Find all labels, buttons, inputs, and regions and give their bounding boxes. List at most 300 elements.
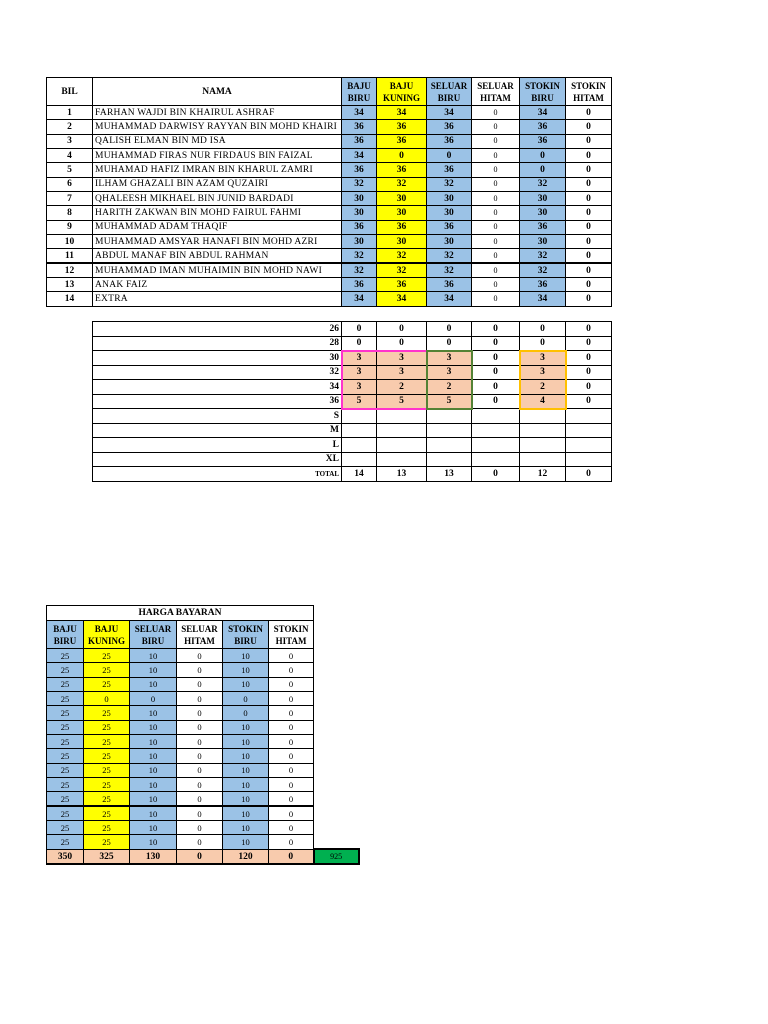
seluar-hitam-count-cell [472, 452, 520, 467]
seluar-hitam-size-cell: 0 [472, 278, 520, 292]
baju-biru-count-cell: 5 [342, 394, 377, 409]
baju-biru-price-cell: 25 [47, 763, 84, 777]
size-row [93, 438, 612, 453]
baju-biru-size-cell: 32 [342, 249, 377, 263]
seluar-biru-count-cell: 5 [427, 394, 472, 409]
blank-cell [314, 792, 359, 806]
stokin-biru-price-cell: 10 [223, 735, 269, 749]
seluar-biru-count-cell [427, 423, 472, 438]
baju-kuning-price-cell: 25 [84, 821, 130, 835]
baju-kuning-price-cell: 25 [84, 749, 130, 763]
size-label: 34 [93, 380, 342, 395]
stokin-hitam-price-cell: 0 [269, 821, 314, 835]
stokin-hitam-price-cell: 0 [269, 692, 314, 706]
seluar-hitam-price-cell: 0 [177, 706, 223, 720]
seluar-biru-price-cell: 10 [130, 778, 177, 792]
student-name-cell: MUHAMMAD DARWISY RAYYAN BIN MOHD KHAIRI [93, 120, 342, 134]
stokin-biru-header [520, 78, 566, 106]
stokin-hitam-price-cell: 0 [269, 778, 314, 792]
seluar-biru-count-cell [427, 409, 472, 424]
size-row [93, 351, 612, 366]
total-label: TOTAL [93, 467, 342, 482]
seluar-hitam-price-cell: 0 [177, 821, 223, 835]
stokin-hitam-header-line2: HITAM [275, 635, 307, 646]
stokin-hitam-size-cell: 0 [566, 278, 612, 292]
seluar-hitam-size-cell: 0 [472, 206, 520, 220]
stokin-biru-count-cell: 0 [520, 336, 566, 351]
seluar-biru-size-cell: 32 [427, 263, 472, 277]
stokin-hitam-size-cell: 0 [566, 134, 612, 148]
payment-row [47, 706, 359, 720]
grand-total-cell: 925 [314, 849, 359, 864]
seluar-biru-header-line1: SELUAR [134, 623, 172, 634]
stokin-hitam-count-cell [566, 423, 612, 438]
bil-cell: 14 [47, 292, 93, 306]
baju-kuning-count-cell: 0 [377, 322, 427, 337]
seluar-hitam-header [177, 621, 223, 649]
student-name-cell: ABDUL MANAF BIN ABDUL RAHMAN [93, 249, 342, 263]
seluar-biru-header [130, 621, 177, 649]
stokin-hitam-size-cell: 0 [566, 192, 612, 206]
student-name-cell: MUHAMAD HAFIZ IMRAN BIN KHARUL ZAMRI [93, 163, 342, 177]
baju-biru-price-cell: 25 [47, 778, 84, 792]
stokin-biru-count-cell: 4 [520, 394, 566, 409]
seluar-hitam-count-cell [472, 438, 520, 453]
seluar-biru-size-cell: 32 [427, 177, 472, 191]
stokin-hitam-header-line1: STOKIN [273, 623, 309, 634]
stokin-hitam-count-cell: 0 [566, 365, 612, 380]
bil-cell: 11 [47, 249, 93, 263]
baju-kuning-size-cell: 32 [377, 249, 427, 263]
stokin-hitam-price-cell: 0 [269, 792, 314, 806]
seluar-hitam-price-cell: 0 [177, 720, 223, 734]
payment-row [47, 692, 359, 706]
stokin-hitam-count-cell: 0 [566, 351, 612, 366]
stokin-biru-size-cell: 36 [520, 278, 566, 292]
baju-kuning-price-cell: 25 [84, 706, 130, 720]
stokin-biru-size-cell: 36 [520, 120, 566, 134]
stokin-hitam-size-cell: 0 [566, 249, 612, 263]
baju-kuning-size-cell: 36 [377, 220, 427, 234]
size-row [93, 336, 612, 351]
stokin-biru-count-cell: 3 [520, 365, 566, 380]
baju-kuning-price-cell: 0 [84, 692, 130, 706]
blank-cell [314, 749, 359, 763]
baju-kuning-size-cell: 36 [377, 134, 427, 148]
size-label: 36 [93, 394, 342, 409]
baju-kuning-header-line1: BAJU [94, 623, 119, 634]
baju-kuning-size-cell: 30 [377, 206, 427, 220]
blank-cell [314, 835, 359, 849]
baju-biru-count-cell [342, 409, 377, 424]
order-row [47, 106, 612, 120]
size-label: 32 [93, 365, 342, 380]
baju-kuning-header [84, 621, 130, 649]
baju-biru-price-cell: 25 [47, 663, 84, 677]
seluar-biru-size-cell: 36 [427, 134, 472, 148]
stokin-biru-size-cell: 34 [520, 292, 566, 306]
stokin-biru-header-line2: BIRU [234, 635, 257, 646]
seluar-hitam-size-cell: 0 [472, 120, 520, 134]
stokin-biru-size-cell: 30 [520, 192, 566, 206]
stokin-hitam-header-line2: HITAM [573, 92, 604, 103]
nama-header: NAMA [93, 78, 342, 106]
seluar-hitam-price-cell: 0 [177, 792, 223, 806]
blank-cell [314, 821, 359, 835]
stokin-biru-price-cell: 10 [223, 806, 269, 820]
seluar-biru-size-cell: 32 [427, 249, 472, 263]
seluar-hitam-header [472, 78, 520, 106]
seluar-biru-count-cell: 0 [427, 322, 472, 337]
size-row [93, 322, 612, 337]
seluar-hitam-price-cell: 0 [177, 735, 223, 749]
stokin-biru-header-line1: STOKIN [525, 80, 560, 91]
stokin-biru-size-cell: 32 [520, 263, 566, 277]
baju-kuning-count-cell [377, 438, 427, 453]
baju-kuning-count-cell: 5 [377, 394, 427, 409]
seluar-biru-count-cell [427, 452, 472, 467]
bil-cell: 13 [47, 278, 93, 292]
stokin-biru-price-cell: 10 [223, 763, 269, 777]
stokin-biru-price-cell: 10 [223, 749, 269, 763]
size-row [93, 380, 612, 395]
stokin-hitam-price-cell: 0 [269, 749, 314, 763]
stokin-hitam-count-cell [566, 438, 612, 453]
baju-biru-price-cell: 25 [47, 692, 84, 706]
baju-biru-header [47, 621, 84, 649]
seluar-biru-price-cell: 10 [130, 663, 177, 677]
student-name-cell: QALISH ELMAN BIN MD ISA [93, 134, 342, 148]
seluar-hitam-count-cell: 0 [472, 365, 520, 380]
size-summary-table [92, 321, 612, 482]
seluar-biru-count-cell: 3 [427, 351, 472, 366]
stokin-hitam-size-cell: 0 [566, 120, 612, 134]
payment-header-row [47, 621, 359, 649]
stokin-biru-count-cell [520, 423, 566, 438]
seluar-hitam-count-cell: 0 [472, 322, 520, 337]
baju-kuning-price-cell: 25 [84, 663, 130, 677]
blank-cell [314, 621, 359, 649]
seluar-biru-header [427, 78, 472, 106]
blank-cell [314, 706, 359, 720]
stokin-biru-size-cell: 32 [520, 177, 566, 191]
seluar-hitam-price-cell: 0 [177, 649, 223, 663]
seluar-hitam-size-cell: 0 [472, 249, 520, 263]
baju-kuning-size-cell: 34 [377, 292, 427, 306]
seluar-biru-price-cell: 0 [130, 692, 177, 706]
baju-kuning-price-cell: 25 [84, 649, 130, 663]
stokin-biru-size-cell: 36 [520, 134, 566, 148]
baju-kuning-header [377, 78, 427, 106]
order-table [46, 77, 612, 307]
baju-biru-count-cell: 14 [342, 467, 377, 482]
student-name-cell: FARHAN WAJDI BIN KHAIRUL ASHRAF [93, 106, 342, 120]
baju-biru-size-cell: 30 [342, 206, 377, 220]
student-name-cell: QHALEESH MIKHAEL BIN JUNID BARDADI [93, 192, 342, 206]
bil-cell: 3 [47, 134, 93, 148]
stokin-biru-price-cell: 10 [223, 677, 269, 691]
payment-row [47, 663, 359, 677]
seluar-hitam-count-cell [472, 409, 520, 424]
stokin-hitam-count-cell [566, 409, 612, 424]
blank-cell [314, 806, 359, 820]
payment-table [46, 605, 360, 865]
seluar-biru-size-cell: 30 [427, 235, 472, 249]
baju-kuning-header-line1: BAJU [389, 80, 414, 91]
seluar-biru-total-cell: 130 [130, 849, 177, 864]
stokin-hitam-price-cell: 0 [269, 677, 314, 691]
seluar-biru-size-cell: 36 [427, 163, 472, 177]
baju-biru-size-cell: 30 [342, 235, 377, 249]
stokin-biru-price-cell: 10 [223, 663, 269, 677]
stokin-hitam-size-cell: 0 [566, 292, 612, 306]
seluar-biru-size-cell: 0 [427, 149, 472, 163]
blank-cell [314, 649, 359, 663]
payment-row [47, 649, 359, 663]
baju-kuning-price-cell: 25 [84, 763, 130, 777]
order-row [47, 177, 612, 191]
baju-biru-count-cell: 0 [342, 322, 377, 337]
payment-row [47, 749, 359, 763]
stokin-biru-header-line1: STOKIN [228, 623, 263, 634]
baju-biru-count-cell [342, 452, 377, 467]
seluar-hitam-size-cell: 0 [472, 292, 520, 306]
seluar-hitam-size-cell: 0 [472, 177, 520, 191]
bil-cell: 7 [47, 192, 93, 206]
seluar-hitam-header-line1: SELUAR [477, 80, 514, 91]
stokin-biru-count-cell [520, 438, 566, 453]
blank-cell [314, 663, 359, 677]
baju-biru-header-line2: BIRU [53, 635, 77, 646]
seluar-hitam-size-cell: 0 [472, 192, 520, 206]
baju-biru-count-cell: 3 [342, 365, 377, 380]
baju-kuning-count-cell: 3 [377, 351, 427, 366]
baju-kuning-price-cell: 25 [84, 778, 130, 792]
baju-kuning-size-cell: 34 [377, 106, 427, 120]
payment-row [47, 735, 359, 749]
stokin-hitam-price-cell: 0 [269, 806, 314, 820]
stokin-hitam-price-cell: 0 [269, 649, 314, 663]
baju-biru-count-cell: 0 [342, 336, 377, 351]
order-row [47, 263, 612, 277]
stokin-biru-size-cell: 32 [520, 249, 566, 263]
student-name-cell: HARITH ZAKWAN BIN MOHD FAIRUL FAHMI [93, 206, 342, 220]
payment-row [47, 677, 359, 691]
baju-kuning-price-cell: 25 [84, 735, 130, 749]
seluar-biru-price-cell: 10 [130, 735, 177, 749]
stokin-biru-count-cell: 12 [520, 467, 566, 482]
stokin-biru-price-cell: 10 [223, 720, 269, 734]
seluar-biru-price-cell: 10 [130, 806, 177, 820]
baju-biru-price-cell: 25 [47, 720, 84, 734]
stokin-biru-size-cell: 30 [520, 206, 566, 220]
size-label: 26 [93, 322, 342, 337]
order-row [47, 206, 612, 220]
stokin-biru-price-cell: 10 [223, 821, 269, 835]
baju-biru-price-cell: 25 [47, 835, 84, 849]
baju-biru-size-cell: 36 [342, 134, 377, 148]
stokin-biru-size-cell: 0 [520, 163, 566, 177]
size-label: M [93, 423, 342, 438]
blank-cell [314, 763, 359, 777]
stokin-biru-size-cell: 36 [520, 220, 566, 234]
stokin-hitam-size-cell: 0 [566, 235, 612, 249]
student-name-cell: MUHAMMAD AMSYAR HANAFI BIN MOHD AZRI [93, 235, 342, 249]
size-row [93, 409, 612, 424]
size-total-row [93, 467, 612, 482]
seluar-biru-count-cell: 13 [427, 467, 472, 482]
baju-kuning-count-cell [377, 423, 427, 438]
stokin-hitam-size-cell: 0 [566, 163, 612, 177]
seluar-hitam-price-cell: 0 [177, 763, 223, 777]
baju-biru-price-cell: 25 [47, 706, 84, 720]
baju-kuning-total-cell: 325 [84, 849, 130, 864]
size-summary-body [93, 322, 612, 482]
baju-kuning-price-cell: 25 [84, 806, 130, 820]
bil-header: BIL [47, 78, 93, 106]
seluar-hitam-count-cell [472, 423, 520, 438]
baju-biru-size-cell: 34 [342, 106, 377, 120]
blank-cell [314, 692, 359, 706]
seluar-biru-price-cell: 10 [130, 677, 177, 691]
stokin-hitam-price-cell: 0 [269, 835, 314, 849]
baju-kuning-price-cell: 25 [84, 677, 130, 691]
seluar-biru-price-cell: 10 [130, 706, 177, 720]
stokin-hitam-price-cell: 0 [269, 706, 314, 720]
payment-total-row [47, 849, 359, 864]
seluar-biru-size-cell: 34 [427, 292, 472, 306]
stokin-hitam-price-cell: 0 [269, 720, 314, 734]
baju-kuning-price-cell: 25 [84, 720, 130, 734]
bil-cell: 6 [47, 177, 93, 191]
seluar-biru-size-cell: 34 [427, 106, 472, 120]
stokin-hitam-size-cell: 0 [566, 263, 612, 277]
baju-kuning-size-cell: 0 [377, 149, 427, 163]
bil-cell: 12 [47, 263, 93, 277]
payment-row [47, 778, 359, 792]
blank-cell [314, 720, 359, 734]
bil-cell: 2 [47, 120, 93, 134]
order-row [47, 163, 612, 177]
payment-row [47, 763, 359, 777]
bil-cell: 8 [47, 206, 93, 220]
seluar-biru-size-cell: 36 [427, 120, 472, 134]
seluar-hitam-total-cell: 0 [177, 849, 223, 864]
stokin-hitam-header [566, 78, 612, 106]
student-name-cell: MUHAMMAD IMAN MUHAIMIN BIN MOHD NAWI [93, 263, 342, 277]
bil-cell: 10 [47, 235, 93, 249]
baju-biru-total-cell: 350 [47, 849, 84, 864]
baju-biru-price-cell: 25 [47, 792, 84, 806]
baju-biru-price-cell: 25 [47, 649, 84, 663]
seluar-biru-price-cell: 10 [130, 649, 177, 663]
stokin-hitam-size-cell: 0 [566, 149, 612, 163]
seluar-hitam-header-line1: SELUAR [181, 623, 218, 634]
stokin-hitam-count-cell: 0 [566, 322, 612, 337]
payment-row [47, 720, 359, 734]
order-table-body [47, 78, 612, 307]
blank-cell [314, 735, 359, 749]
seluar-biru-price-cell: 10 [130, 763, 177, 777]
size-label: XL [93, 452, 342, 467]
stokin-hitam-price-cell: 0 [269, 663, 314, 677]
payment-row [47, 821, 359, 835]
blank-cell [314, 778, 359, 792]
baju-kuning-count-cell: 13 [377, 467, 427, 482]
baju-biru-price-cell: 25 [47, 735, 84, 749]
order-row [47, 292, 612, 306]
baju-biru-header-line1: BAJU [53, 623, 77, 634]
baju-biru-header [342, 78, 377, 106]
baju-kuning-size-cell: 30 [377, 235, 427, 249]
order-header-row [47, 78, 612, 106]
student-name-cell: ANAK FAIZ [93, 278, 342, 292]
baju-kuning-price-cell: 25 [84, 792, 130, 806]
baju-biru-count-cell [342, 438, 377, 453]
seluar-biru-price-cell: 10 [130, 792, 177, 806]
baju-biru-price-cell: 25 [47, 806, 84, 820]
baju-biru-count-cell: 3 [342, 380, 377, 395]
seluar-biru-size-cell: 36 [427, 220, 472, 234]
baju-kuning-count-cell: 2 [377, 380, 427, 395]
size-label: S [93, 409, 342, 424]
payment-row [47, 792, 359, 806]
seluar-biru-price-cell: 10 [130, 835, 177, 849]
bil-cell: 4 [47, 149, 93, 163]
stokin-biru-price-cell: 10 [223, 778, 269, 792]
stokin-hitam-size-cell: 0 [566, 177, 612, 191]
stokin-biru-size-cell: 0 [520, 149, 566, 163]
seluar-hitam-size-cell: 0 [472, 149, 520, 163]
stokin-biru-count-cell: 3 [520, 351, 566, 366]
stokin-biru-size-cell: 34 [520, 106, 566, 120]
order-row [47, 278, 612, 292]
seluar-biru-header-line2: BIRU [437, 92, 461, 103]
stokin-biru-price-cell: 0 [223, 692, 269, 706]
seluar-hitam-size-cell: 0 [472, 263, 520, 277]
baju-kuning-header-line2: KUNING [382, 92, 420, 103]
seluar-hitam-price-cell: 0 [177, 749, 223, 763]
size-row [93, 423, 612, 438]
order-row [47, 120, 612, 134]
bil-cell: 5 [47, 163, 93, 177]
baju-biru-size-cell: 36 [342, 220, 377, 234]
payment-row [47, 806, 359, 820]
seluar-hitam-price-cell: 0 [177, 835, 223, 849]
seluar-hitam-count-cell: 0 [472, 467, 520, 482]
payment-title: HARGA BAYARAN [47, 606, 314, 621]
seluar-hitam-size-cell: 0 [472, 134, 520, 148]
baju-kuning-price-cell: 25 [84, 835, 130, 849]
seluar-biru-size-cell: 36 [427, 278, 472, 292]
baju-kuning-count-cell: 3 [377, 365, 427, 380]
order-row [47, 249, 612, 263]
stokin-biru-price-cell: 10 [223, 792, 269, 806]
seluar-hitam-header-line2: HITAM [184, 635, 215, 646]
stokin-biru-count-cell [520, 452, 566, 467]
stokin-hitam-header [269, 621, 314, 649]
stokin-biru-price-cell: 0 [223, 706, 269, 720]
seluar-hitam-count-cell: 0 [472, 336, 520, 351]
size-label: L [93, 438, 342, 453]
size-label: 28 [93, 336, 342, 351]
blank-cell [314, 606, 359, 621]
stokin-biru-header [223, 621, 269, 649]
stokin-biru-header-line2: BIRU [531, 92, 554, 103]
seluar-hitam-count-cell: 0 [472, 351, 520, 366]
seluar-hitam-header-line2: HITAM [480, 92, 511, 103]
baju-biru-size-cell: 34 [342, 292, 377, 306]
